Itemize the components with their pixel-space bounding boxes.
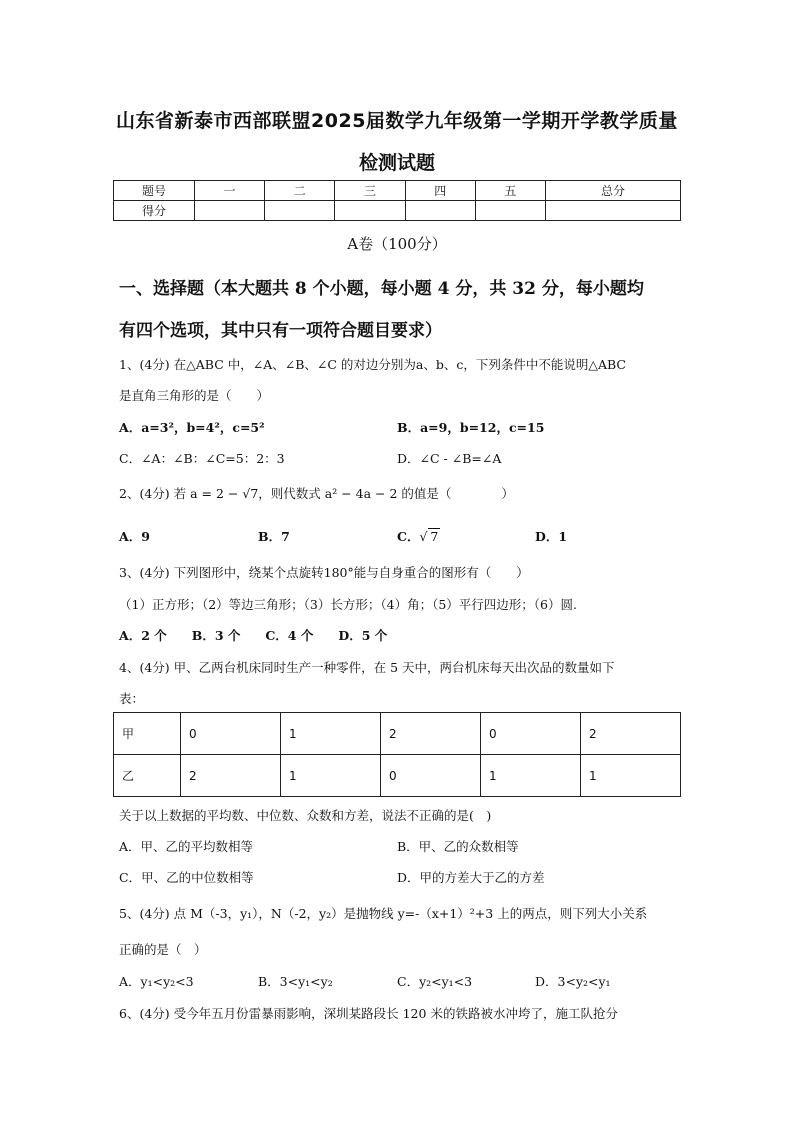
q1-stem-line2: 是直角三角形的是（ ） [119,388,270,403]
q4-option-a: A．甲、乙的平均数相等 [119,839,254,854]
q4-stem-line1: 4、(4分) 甲、乙两台机床同时生产一种零件，在 5 天中，两台机床每天出次品的数量如下 [119,660,615,675]
q4-question: 关于以上数据的平均数、中位数、众数和方差，说法不正确的是( ) [119,808,492,823]
exam-title-line1: 山东省新泰市西部联盟2025届数学九年级第一学期开学教学质量 [116,110,678,132]
table-cell: 2 [381,713,481,755]
section-heading-line1: 一、选择题（本大题共 8 个小题，每小题 4 分，共 32 分，每小题均 [119,279,644,299]
score-cell [405,201,475,221]
q1-option-b: B．a=9，b=12，c=15 [397,420,545,435]
sqrt-sign: √ [419,529,428,544]
q2-option-c-label: C． [397,529,420,544]
q2-option-b: B．7 [258,529,290,544]
table-cell: 1 [581,755,681,797]
score-cell [195,201,265,221]
q4-option-c: C．甲、乙的中位数相等 [119,870,254,885]
score-table [113,180,681,221]
table-cell: 1 [281,713,381,755]
score-table-score-row [114,201,681,221]
q1-option-c: C．∠A：∠B：∠C=5：2：3 [119,451,285,466]
score-cell: 得分 [114,201,195,221]
table-cell: 0 [181,713,281,755]
table-cell: 1 [281,755,381,797]
q6-stem: 6、(4分) 受今年五月份雷暴雨影响，深圳某路段长 120 米的铁路被水冲垮了，施工队抢分 [119,1006,618,1021]
section-heading-line2: 有四个选项，其中只有一项符合题目要求） [119,321,442,341]
q4-stem-line2: 表： [119,691,145,706]
score-cell: 二 [265,181,335,201]
q2-option-d: D．1 [535,529,568,544]
score-cell [546,201,681,221]
score-cell: 四 [405,181,475,201]
defects-table [113,712,681,797]
q2-option-c [397,527,440,545]
score-cell: 三 [335,181,405,201]
q5-option-a: A．y₁<y₂<3 [119,974,194,989]
score-cell: 题号 [114,181,195,201]
score-cell [265,201,335,221]
table-cell: 2 [181,755,281,797]
table-row [114,755,681,797]
q4-option-b: B．甲、乙的众数相等 [397,839,519,854]
q3-items: （1）正方形；（2）等边三角形；（3）长方形；（4）角；（5）平行四边形；（6）圆. [119,597,577,612]
score-cell: 总分 [546,181,681,201]
q5-option-b: B．3<y₁<y₂ [258,974,333,989]
q1-stem-line1: 1、(4分) 在△ABC 中，∠A、∠B、∠C 的对边分别为a、b、c，下列条件中不能说明△ABC [119,357,626,372]
score-table-header-row [114,181,681,201]
table-cell: 0 [381,755,481,797]
q2-option-a: A．9 [119,529,150,544]
table-row [114,713,681,755]
q5-option-c: C．y₂<y₁<3 [397,974,473,989]
q1-option-d: D．∠C - ∠B=∠A [397,451,502,466]
table-cell: 1 [481,755,581,797]
q3-stem: 3、(4分) 下列图形中，绕某个点旋转180°能与自身重合的图形有（ ） [119,565,529,580]
table-cell: 甲 [114,713,181,755]
q2-stem: 2、(4分) 若 a = 2 − √7，则代数式 a² − 4a − 2 的值是（ ） [119,486,514,501]
score-cell: 五 [475,181,545,201]
q4-option-d: D．甲的方差大于乙的方差 [397,870,545,885]
table-cell: 0 [481,713,581,755]
table-cell: 2 [581,713,681,755]
q5-option-d: D．3<y₂<y₁ [535,974,611,989]
score-cell [335,201,405,221]
volume-heading: A卷（100分） [347,235,447,253]
q3-options: A．2 个 B．3 个 C．4 个 D．5 个 [119,628,388,643]
q1-option-a: A．a=3²，b=4²，c=5² [119,420,265,435]
table-cell: 乙 [114,755,181,797]
exam-title-line2: 检测试题 [358,152,435,174]
q5-stem-line2: 正确的是（ ） [119,942,207,957]
score-cell [475,201,545,221]
q2-option-c-radicand: 7 [430,529,439,544]
q5-stem-line1: 5、(4分) 点 M（-3，y₁），N（-2，y₂）是抛物线 y=-（x+1）²+3 上的两点，则下列大小关系 [119,906,648,921]
score-cell: 一 [195,181,265,201]
